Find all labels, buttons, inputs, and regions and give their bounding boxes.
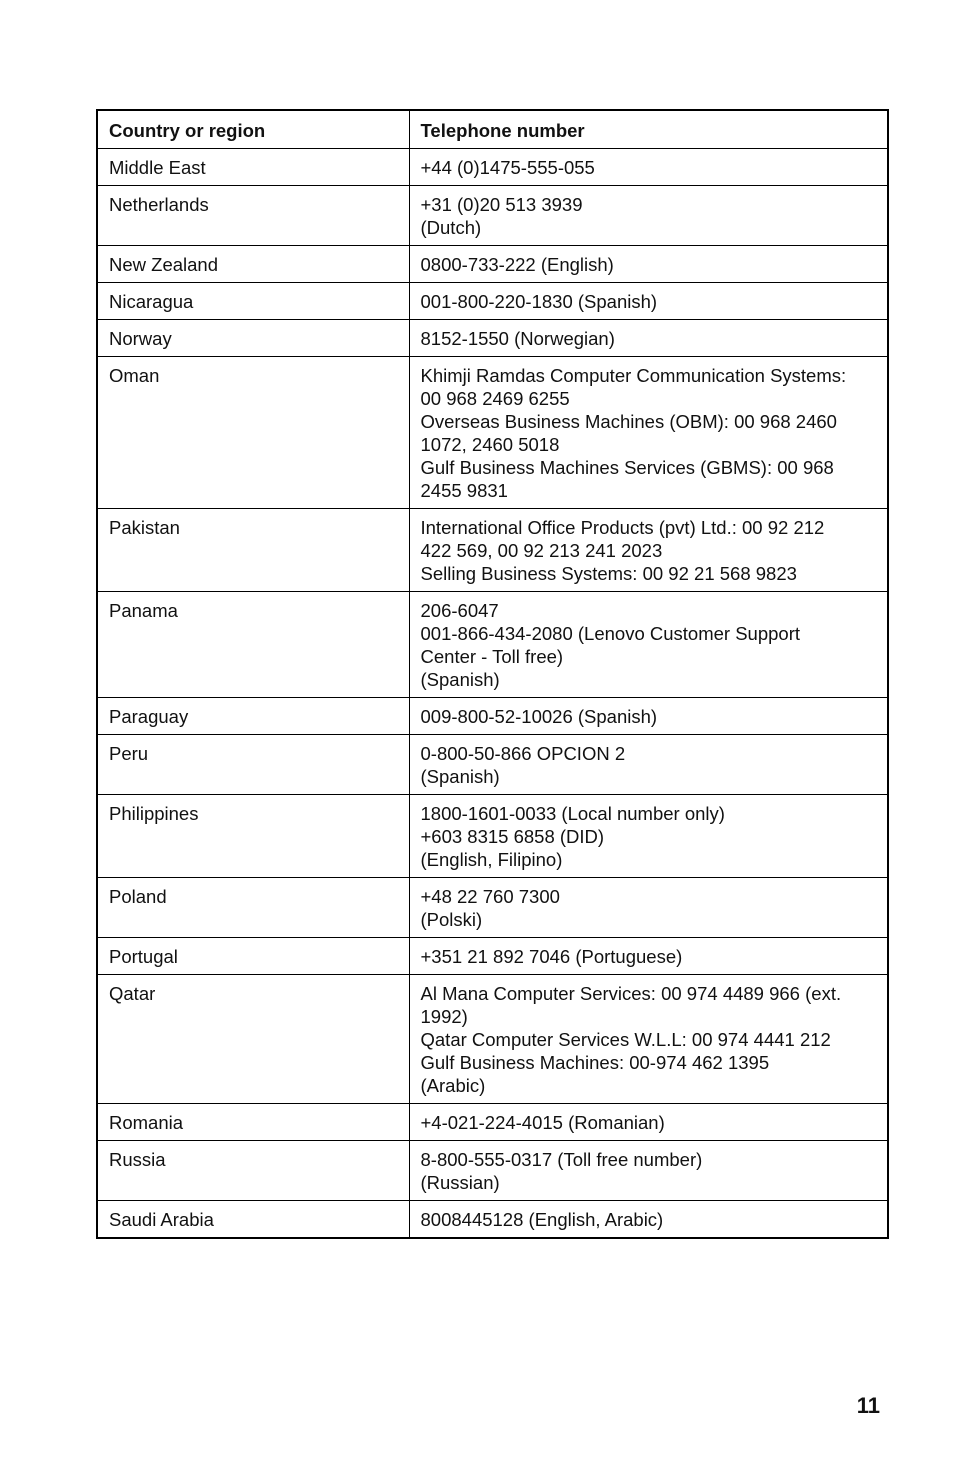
country-cell: Philippines	[97, 795, 409, 878]
country-cell: Qatar	[97, 975, 409, 1104]
table-row	[97, 283, 888, 320]
table-row	[97, 878, 888, 938]
telephone-cell	[409, 149, 888, 186]
country-cell: Peru	[97, 735, 409, 795]
telephone-line: International Office Products (pvt) Ltd.: 00 92 212	[420, 517, 825, 538]
table-row	[97, 592, 888, 698]
telephone-line: Khimji Ramdas Computer Communication Systems:	[420, 365, 847, 386]
telephone-line: Al Mana Computer Services: 00 974 4489 966 (ext.	[420, 983, 842, 1004]
table-row	[97, 1104, 888, 1141]
telephone-line: 0-800-50-866 OPCION 2	[420, 743, 626, 764]
telephone-line: (Spanish)	[420, 669, 500, 690]
telephone-line: Gulf Business Machines: 00-974 462 1395	[420, 1052, 770, 1073]
telephone-cell	[409, 938, 888, 975]
telephone-line: 1072, 2460 5018	[420, 434, 560, 455]
table-row	[97, 938, 888, 975]
country-cell: Norway	[97, 320, 409, 357]
country-cell: Poland	[97, 878, 409, 938]
header-telephone: Telephone number	[409, 110, 888, 149]
telephone-cell	[409, 975, 888, 1104]
telephone-cell	[409, 878, 888, 938]
country-cell: Oman	[97, 357, 409, 509]
telephone-line: (Dutch)	[420, 217, 482, 238]
table-row	[97, 1201, 888, 1239]
telephone-line: +31 (0)20 513 3939	[420, 194, 583, 215]
country-cell: Panama	[97, 592, 409, 698]
table-row	[97, 975, 888, 1104]
table-header-row	[97, 110, 888, 149]
telephone-line: Selling Business Systems: 00 92 21 568 9823	[420, 563, 797, 584]
telephone-line: 001-866-434-2080 (Lenovo Customer Support	[420, 623, 800, 644]
telephone-line: 8-800-555-0317 (Toll free number)	[420, 1149, 703, 1170]
telephone-line: 2455 9831	[420, 480, 508, 501]
telephone-line: 001-800-220-1830 (Spanish)	[420, 291, 658, 312]
country-cell: Saudi Arabia	[97, 1201, 409, 1239]
country-cell: New Zealand	[97, 246, 409, 283]
table-row	[97, 149, 888, 186]
country-cell: Russia	[97, 1141, 409, 1201]
telephone-cell	[409, 186, 888, 246]
telephone-line: 009-800-52-10026 (Spanish)	[420, 706, 658, 727]
telephone-line: Overseas Business Machines (OBM): 00 968 2460	[420, 411, 837, 432]
telephone-line: (Arabic)	[420, 1075, 486, 1096]
table-row	[97, 735, 888, 795]
telephone-line: 1992)	[420, 1006, 468, 1027]
telephone-cell	[409, 246, 888, 283]
telephone-line: (English, Filipino)	[420, 849, 563, 870]
telephone-line: (Spanish)	[420, 766, 500, 787]
telephone-cell	[409, 592, 888, 698]
telephone-cell	[409, 698, 888, 735]
telephone-line: 8152-1550 (Norwegian)	[420, 328, 615, 349]
telephone-line: 0800-733-222 (English)	[420, 254, 614, 275]
table-row	[97, 509, 888, 592]
telephone-line: Qatar Computer Services W.L.L: 00 974 4441 212	[420, 1029, 831, 1050]
telephone-line: +48 22 760 7300	[420, 886, 560, 907]
country-cell: Pakistan	[97, 509, 409, 592]
telephone-line: 206-6047	[420, 600, 499, 621]
telephone-line: 422 569, 00 92 213 241 2023	[420, 540, 663, 561]
telephone-line: 8008445128 (English, Arabic)	[420, 1209, 664, 1230]
telephone-line: (Polski)	[420, 909, 483, 930]
telephone-line: +44 (0)1475-555-055	[420, 157, 595, 178]
support-phone-table	[96, 109, 889, 1239]
telephone-line: 00 968 2469 6255	[420, 388, 570, 409]
country-cell: Nicaragua	[97, 283, 409, 320]
telephone-line: +603 8315 6858 (DID)	[420, 826, 605, 847]
telephone-cell	[409, 1201, 888, 1239]
telephone-line: Gulf Business Machines Services (GBMS): 00 968	[420, 457, 834, 478]
table-row	[97, 357, 888, 509]
telephone-cell	[409, 735, 888, 795]
country-cell: Paraguay	[97, 698, 409, 735]
telephone-line: 1800-1601-0033 (Local number only)	[420, 803, 725, 824]
table-row	[97, 795, 888, 878]
telephone-line: Center - Toll free)	[420, 646, 564, 667]
page-number: 11	[856, 1393, 880, 1418]
country-cell: Portugal	[97, 938, 409, 975]
telephone-cell	[409, 1104, 888, 1141]
telephone-cell	[409, 1141, 888, 1201]
telephone-cell	[409, 357, 888, 509]
country-cell: Netherlands	[97, 186, 409, 246]
telephone-cell	[409, 283, 888, 320]
telephone-cell	[409, 509, 888, 592]
table-row	[97, 698, 888, 735]
table-row	[97, 186, 888, 246]
table-body	[97, 149, 888, 1239]
country-cell: Middle East	[97, 149, 409, 186]
telephone-line: +351 21 892 7046 (Portuguese)	[420, 946, 683, 967]
table-row	[97, 1141, 888, 1201]
telephone-line: +4-021-224-4015 (Romanian)	[420, 1112, 665, 1133]
table-row	[97, 320, 888, 357]
telephone-line: (Russian)	[420, 1172, 500, 1193]
telephone-cell	[409, 795, 888, 878]
country-cell: Romania	[97, 1104, 409, 1141]
table-row	[97, 246, 888, 283]
header-country: Country or region	[97, 110, 409, 149]
telephone-cell	[409, 320, 888, 357]
